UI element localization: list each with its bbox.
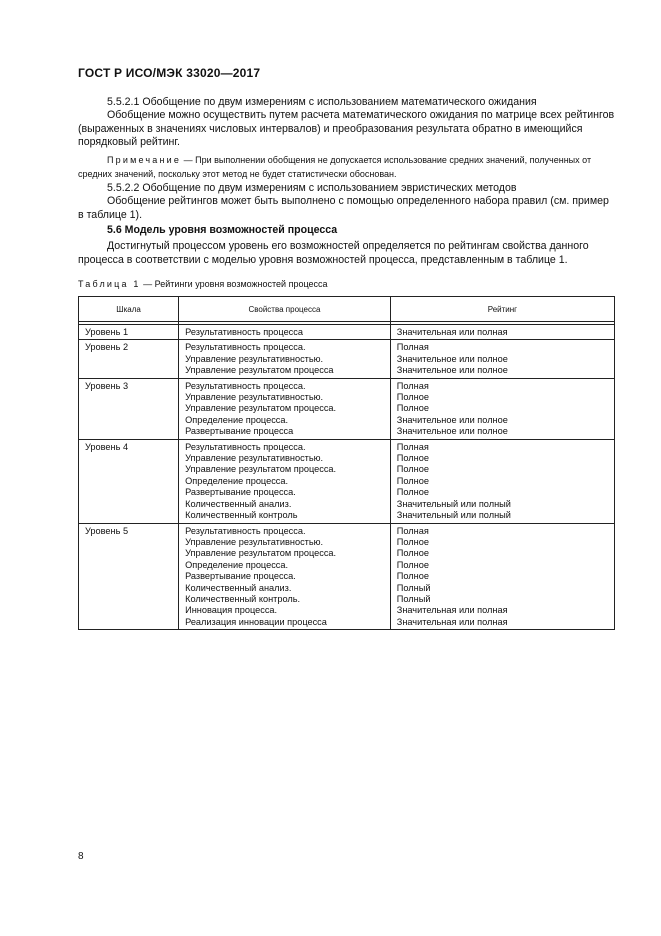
attribute-item: Количественный контроль — [185, 510, 298, 521]
attribute-item: Определение процесса. — [185, 414, 289, 425]
attribute-item: Количественный анализ. — [185, 582, 292, 593]
table-row — [79, 523, 615, 630]
attributes-cell — [179, 340, 391, 378]
level-cell — [79, 325, 179, 340]
level-label: Уровень 3 — [85, 380, 129, 391]
rating-item: Полная — [396, 380, 429, 391]
table-row — [79, 325, 615, 340]
rating-item: Полное — [396, 548, 429, 559]
attribute-item: Управление результативностью. — [185, 392, 324, 403]
level-label: Уровень 5 — [85, 525, 129, 536]
attribute-item: Реализация инновации процесса — [185, 616, 327, 627]
rating-item: Полная — [396, 441, 429, 452]
rating-item: Полное — [396, 464, 429, 475]
attribute-item: Определение процесса. — [185, 475, 289, 486]
level-cell — [79, 523, 179, 630]
attribute-item: Результативность процесса. — [185, 342, 306, 353]
level-label: Уровень 4 — [85, 441, 129, 452]
rating-item: Полное — [396, 475, 429, 486]
attribute-item: Развертывание процесса — [185, 426, 294, 437]
table-caption-label: Таблица 1 — [78, 279, 141, 289]
attribute-item: Результативность процесса. — [185, 441, 306, 452]
attribute-item: Инновация процесса. — [185, 605, 278, 616]
rating-item: Полный — [396, 593, 431, 604]
rating-item: Полное — [396, 392, 429, 403]
attribute-item: Развертывание процесса. — [185, 571, 296, 582]
ratings-cell — [390, 325, 614, 340]
rating-item: Полное — [396, 559, 429, 570]
section-5-6-body: Достигнутый процессом уровень его возможностей определяется по рейтингам свойства данного процесса в соответствии с моделью уровня возможностей процесса, представленным в таблице 1. — [78, 240, 589, 266]
table-row — [79, 378, 615, 439]
attribute-item: Управление результатом процесса. — [185, 548, 337, 559]
attribute-item: Управление результативностью. — [185, 453, 324, 464]
attribute-item: Управление результатом процесса — [185, 365, 334, 376]
rating-item: Значительное или полное — [396, 365, 508, 376]
attribute-item: Определение процесса. — [185, 559, 289, 570]
rating-item: Полная — [396, 525, 429, 536]
attributes-cell — [179, 325, 391, 340]
section-5-5-2-2-body: Обобщение рейтингов может быть выполнено с помощью определенного набора правил (см. пример в таблице 1). — [78, 195, 609, 221]
table-row — [79, 340, 615, 378]
rating-item: Значительная или полная — [396, 616, 508, 627]
ratings-cell — [390, 340, 614, 378]
attribute-item: Количественный контроль. — [185, 593, 301, 604]
level-cell — [79, 378, 179, 439]
rating-item: Значительный или полный — [396, 498, 511, 509]
attribute-item: Развертывание процесса. — [185, 487, 296, 498]
level-label: Уровень 1 — [85, 327, 129, 337]
rating-item: Значительная или полная — [396, 605, 508, 616]
level-label: Уровень 2 — [85, 342, 129, 353]
table-row — [79, 439, 615, 523]
section-5-5-2-1-title: 5.5.2.1 Обобщение по двум измерениям с использованием математического ожидания — [107, 96, 537, 108]
rating-item: Полное — [396, 403, 429, 414]
page-number: 8 — [78, 851, 84, 862]
ratings-cell — [390, 523, 614, 630]
rating-item: Полное — [396, 487, 429, 498]
rating-item: Значительный или полный — [396, 510, 511, 521]
rating-item: Полное — [396, 571, 429, 582]
table-body — [79, 322, 615, 630]
attribute-item: Результативность процесса. — [185, 380, 306, 391]
rating-item: Полная — [396, 342, 429, 353]
attribute-item: Результативность процесса — [185, 327, 303, 337]
rating-item: Значительное или полное — [396, 353, 508, 364]
rating-item: Значительная или полная — [396, 327, 508, 337]
header-attributes: Свойства процесса — [179, 297, 391, 322]
note-label: Примечание — [107, 155, 182, 165]
attributes-cell — [179, 378, 391, 439]
attribute-item: Управление результативностью. — [185, 353, 324, 364]
attribute-item: Управление результатом процесса. — [185, 403, 337, 414]
attribute-item: Результативность процесса. — [185, 525, 306, 536]
document-header: ГОСТ Р ИСО/МЭК 33020—2017 — [78, 66, 261, 80]
table-header-row — [79, 297, 615, 322]
rating-item: Полный — [396, 582, 431, 593]
section-5-5-2-1-body: Обобщение можно осуществить путем расчета математического ожидания по матрице всех рейтингов (выраженных в значениях числовых интервалов) и преобразования результата обратно в имеющийся порядковый рейтинг. — [78, 109, 615, 149]
table-caption-text: — Рейтинги уровня возможностей процесса — [143, 279, 328, 289]
level-cell — [79, 439, 179, 523]
rating-item: Значительное или полное — [396, 414, 508, 425]
level-cell — [79, 340, 179, 378]
attribute-item: Управление результатом процесса. — [185, 464, 337, 475]
note-text: — При выполнении обобщения не допускается использование средних значений, полученных от средних значений, поскольку этот метод не будет статистически обоснован. — [78, 155, 592, 179]
attributes-cell — [179, 439, 391, 523]
attribute-item: Управление результативностью. — [185, 536, 324, 547]
table-caption — [78, 279, 328, 289]
ratings-cell — [390, 378, 614, 439]
attribute-item: Количественный анализ. — [185, 498, 292, 509]
note — [78, 153, 616, 181]
rating-item: Полное — [396, 536, 429, 547]
section-5-6-title: 5.6 Модель уровня возможностей процесса — [107, 224, 338, 236]
header-rating: Рейтинг — [390, 297, 614, 322]
rating-item: Значительное или полное — [396, 426, 508, 437]
attributes-cell — [179, 523, 391, 630]
section-5-5-2-2-title: 5.5.2.2 Обобщение по двум измерениям с использованием эвристических методов — [107, 182, 517, 194]
header-scale: Шкала — [79, 297, 179, 322]
capability-levels-table — [78, 296, 615, 630]
rating-item: Полное — [396, 453, 429, 464]
ratings-cell — [390, 439, 614, 523]
